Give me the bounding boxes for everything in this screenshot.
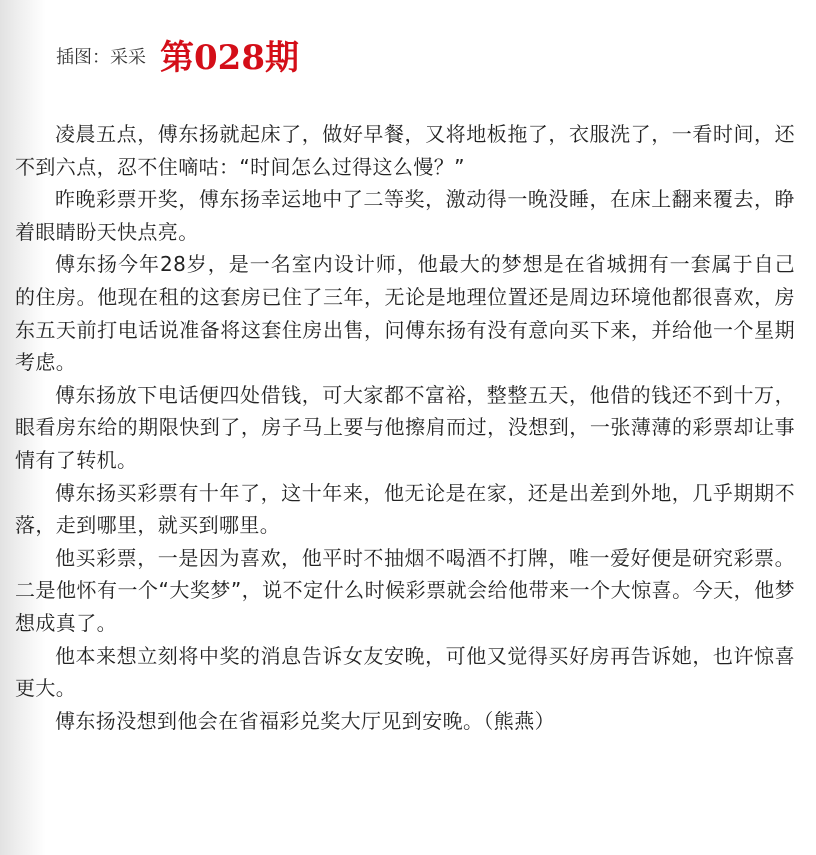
issue-number: 第028期	[160, 38, 299, 78]
article-header	[56, 32, 299, 84]
paragraph-6: 他买彩票，一是因为喜欢，他平时不抽烟不喝酒不打牌，唯一爱好便是研究彩票。二是他怀有一个“大奖梦”，说不定什么时候彩票就会给他带来一个大惊喜。今天，他梦想成真了。	[15, 545, 795, 635]
paragraph-4: 傅东扬放下电话便四处借钱，可大家都不富裕，整整五天，他借的钱还不到十万，眼看房东给的期限快到了，房子马上要与他擦肩而过，没想到，一张薄薄的彩票却让事情有了转机。	[15, 382, 795, 472]
paragraph-1: 凌晨五点，傅东扬就起床了，做好早餐，又将地板拖了，衣服洗了，一看时间，还不到六点，忍不住嘀咕：“时间怎么过得这么慢？”	[15, 122, 795, 179]
paragraph-2: 昨晚彩票开奖，傅东扬幸运地中了二等奖，激动得一晚没睡，在床上翻来覆去，睁着眼睛盼天快点亮。	[15, 187, 795, 244]
illustrator-credit: 插图：采采	[56, 47, 146, 68]
paragraph-5: 傅东扬买彩票有十年了，这十年来，他无论是在家，还是出差到外地，几乎期期不落，走到哪里，就买到哪里。	[15, 480, 795, 538]
paragraph-3: 傅东扬今年28岁，是一名室内设计师，他最大的梦想是在省城拥有一套属于自己的住房。他现在租的这套房已住了三年，无论是地理位置还是周边环境他都很喜欢，房东五天前打电话说准备将这套住房出售，问傅东扬有没有意向买下来，并给他一个星期考虑。	[15, 252, 795, 375]
paragraph-8: 傅东扬没想到他会在省福彩兑奖大厅见到安晚。（熊燕）	[55, 708, 555, 733]
article-body	[15, 118, 795, 737]
paragraph-7: 他本来想立刻将中奖的消息告诉女友安晚，可他又觉得买好房再告诉她，也许惊喜更大。	[15, 643, 795, 701]
